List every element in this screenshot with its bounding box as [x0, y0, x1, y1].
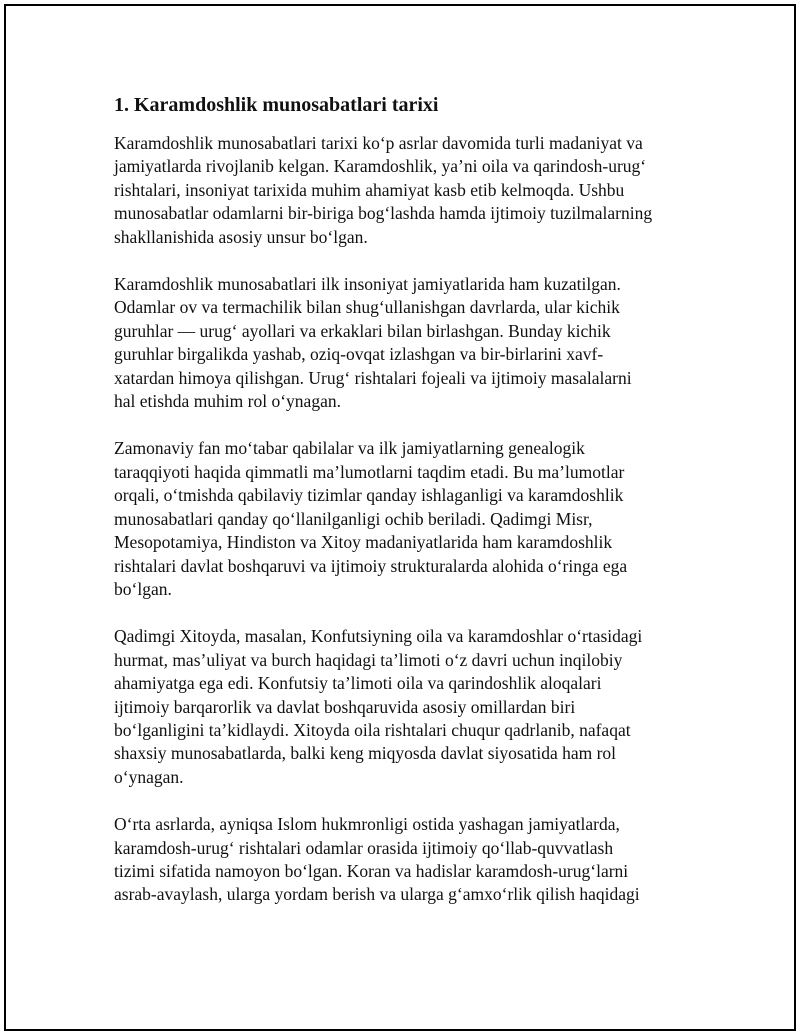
document-body: [114, 92, 694, 931]
text-line: guruhlar — urug‘ ayollari va erkaklari bilan birlashgan. Bunday kichik: [114, 320, 611, 341]
text-line: ijtimoiy barqarorlik va davlat boshqaruvida asosiy omillardan biri: [114, 696, 576, 717]
paragraph-3: [114, 437, 694, 601]
text-line: bo‘lgan.: [114, 578, 172, 599]
paragraph-2: [114, 273, 694, 413]
text-line: shakllanishida asosiy unsur bo‘lgan.: [114, 226, 368, 247]
text-line: guruhlar birgalikda yashab, oziq-ovqat izlashgan va bir-birlarini xavf-: [114, 344, 604, 365]
text-line: Karamdoshlik munosabatlari ilk insoniyat jamiyatlarida ham kuzatilgan.: [114, 274, 621, 295]
text-line: rishtalari davlat boshqaruvi va ijtimoiy strukturalarda alohida o‘ringa ega: [114, 555, 628, 576]
text-line: Qadimgi Xitoyda, masalan, Konfutsiyning oila va karamdoshlar o‘rtasidagi: [114, 626, 643, 647]
text-line: Karamdoshlik munosabatlari tarixi ko‘p asrlar davomida turli madaniyat va: [114, 133, 643, 153]
text-line: hal etishda muhim rol o‘ynagan.: [114, 391, 341, 412]
text-line: O‘rta asrlarda, ayniqsa Islom hukmronligi ostida yashagan jamiyatlarda,: [114, 814, 620, 835]
text-line: bo‘lganligini ta’kidlaydi. Xitoyda oila rishtalari chuqur qadrlanib, nafaqat: [114, 719, 631, 740]
text-line: hurmat, mas’uliyat va burch haqidagi ta’limoti o‘z davri uchun inqilobiy: [114, 649, 623, 670]
text-line: asrab-avaylash, ularga yordam berish va ularga g‘amxo‘rlik qilish haqidagi: [114, 884, 640, 905]
text-line: taraqqiyoti haqida qimmatli ma’lumotlarni taqdim etadi. Bu ma’lumotlar: [114, 461, 625, 482]
paragraph-1: [114, 132, 694, 249]
text-line: karamdosh-urug‘ rishtalari odamlar orasida ijtimoiy qo‘llab-quvvatlash: [114, 837, 614, 858]
paragraph-5: [114, 813, 694, 907]
text-line: tizimi sifatida namoyon bo‘lgan. Koran va hadislar karamdosh-urug‘larni: [114, 860, 629, 881]
text-line: munosabatlari qanday qo‘llanilganligi ochib beriladi. Qadimgi Misr,: [114, 508, 593, 529]
text-line: Mesopotamiya, Hindiston va Xitoy madaniyatlarida ham karamdoshlik: [114, 532, 613, 553]
text-line: jamiyatlarda rivojlanib kelgan. Karamdoshlik, ya’ni oila va qarindosh-urug‘: [114, 156, 647, 177]
text-line: rishtalari, insoniyat tarixida muhim ahamiyat kasb etib kelmoqda. Ushbu: [114, 179, 625, 200]
text-line: orqali, o‘tmishda qabilaviy tizimlar qanday ishlaganligi va karamdoshlik: [114, 485, 624, 506]
text-line: xatardan himoya qilishgan. Urug‘ rishtalari fojeali va ijtimoiy masalalarni: [114, 367, 632, 388]
text-line: Odamlar ov va termachilik bilan shug‘ullanishgan davrlarda, ular kichik: [114, 297, 620, 318]
text-line: Zamonaviy fan mo‘tabar qabilalar va ilk jamiyatlarning genealogik: [114, 438, 585, 459]
text-line: o‘ynagan.: [114, 766, 184, 787]
text-line: shaxsiy munosabatlarda, balki keng miqyosda davlat siyosatida ham rol: [114, 743, 617, 764]
text-line: ahamiyatga ega edi. Konfutsiy ta’limoti oila va qarindoshlik aloqalari: [114, 673, 602, 694]
section-heading: 1. Karamdoshlik munosabatlari tarixi: [114, 94, 439, 116]
text-line: munosabatlar odamlarni bir-biriga bog‘lashda hamda ijtimoiy tuzilmalarning: [114, 203, 653, 224]
paragraph-4: [114, 625, 694, 789]
